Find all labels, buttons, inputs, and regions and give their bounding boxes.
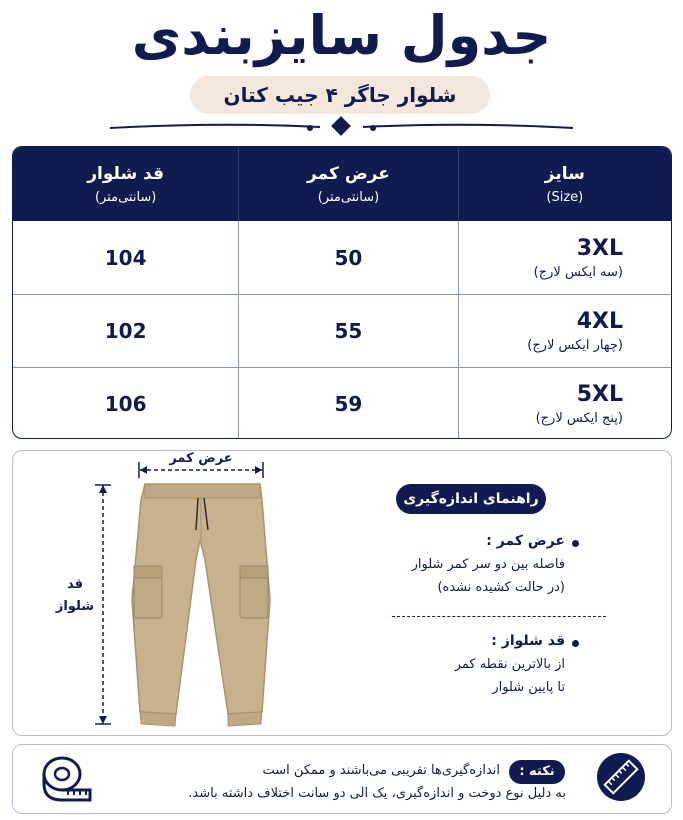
waist-guide [380, 533, 565, 595]
note-panel [12, 744, 672, 814]
cell-waist: 55 [238, 295, 457, 367]
size-code: 3XL [576, 235, 623, 261]
note-text-line: اندازه‌گیری‌ها تقریبی می‌باشند و ممکن است [262, 763, 500, 778]
size-name: (پنج ایکس لارج) [535, 411, 623, 426]
header-length-label: قد شلوار [87, 163, 165, 184]
header-size-unit: (Size) [546, 189, 584, 205]
length-guide-line: از بالاترین نقطه کمر [454, 657, 565, 672]
size-name: (سه ایکس لارج) [533, 264, 623, 280]
guide-separator [392, 616, 606, 617]
length-label [50, 574, 100, 618]
cell-waist: 50 [238, 221, 457, 294]
waist-guide-line: فاصله بین دو سر کمر شلوار [411, 557, 565, 572]
jogger-pants-icon [132, 484, 270, 726]
note-badge: نکته : [509, 760, 565, 784]
guide-title-badge: راهنمای اندازه‌گیری [396, 484, 546, 514]
ruler-icon [596, 752, 646, 802]
length-guide-line: تا پایین شلوار [492, 680, 565, 695]
measuring-tape-icon [40, 752, 96, 804]
header-waist-unit: (سانتی‌متر) [317, 189, 380, 205]
waist-label: عرض کمر [169, 451, 233, 466]
length-label-line-2: شلواز [55, 599, 95, 614]
size-code: 4XL [576, 309, 623, 334]
bullet-icon [572, 640, 579, 647]
product-subtitle: شلوار جاگر ۴ جیب کتان [190, 76, 490, 114]
header-length-unit: (سانتی‌متر) [94, 189, 157, 205]
header-size-label: سایز [544, 163, 585, 184]
waist-guide-line: (در حالت کشیده نشده) [437, 580, 565, 595]
length-label-line-1: قد [66, 577, 84, 592]
cell-waist: 59 [238, 368, 457, 439]
length-guide [380, 633, 565, 695]
cell-length: 106 [104, 392, 147, 416]
waist-guide-head: عرض کمر : [486, 533, 565, 549]
size-code: 5XL [576, 382, 623, 407]
note-text-line: به دلیل نوع دوخت و اندازه‌گیری، یک الی دو سانت اختلاف داشته باشد. [188, 786, 566, 801]
size-name: (چهار ایکس لارج) [527, 338, 623, 353]
length-guide-head: قد شلواز : [491, 633, 565, 649]
bullet-icon [572, 540, 579, 547]
cell-length: 102 [104, 319, 147, 343]
header-waist-label: عرض کمر [307, 163, 390, 184]
cell-length: 104 [104, 245, 147, 270]
page-title: جدول سایزبندی [131, 4, 552, 67]
